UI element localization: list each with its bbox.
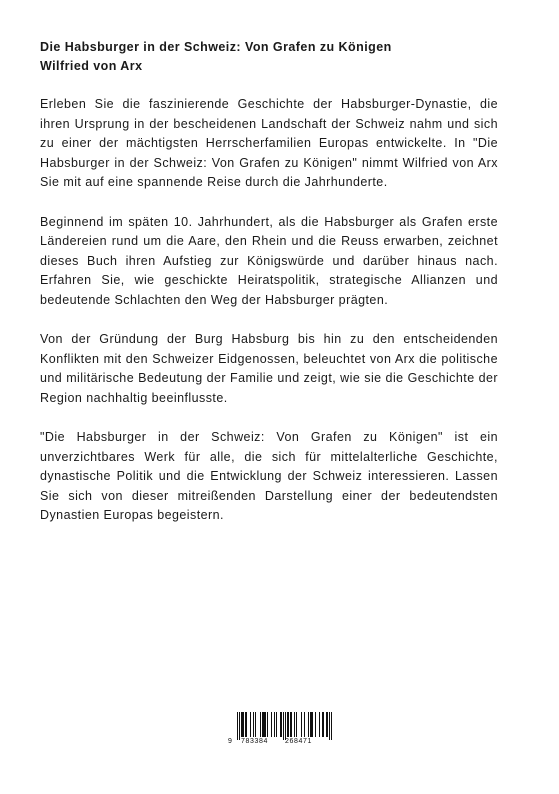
- barcode-bar: [267, 712, 268, 737]
- barcode-bar: [283, 712, 284, 740]
- barcode-bar: [242, 712, 243, 737]
- blurb-paragraph-2: Beginnend im späten 10. Jahrhundert, als die Habsburger als Grafen erste Ländereien rund um die Aare, den Rhein und die Reuss erwarben, zeichnet dieses Buch ihren Aufstieg zur Königswürde und darüber hinaus nach. Erfahren Sie, wie geschickte Heiratspolitik, strategische Allianzen und bedeutende Schlachten den Weg der Habsburger prägten.: [40, 214, 498, 307]
- barcode-bar: [264, 712, 265, 737]
- header-spacer: [40, 76, 498, 95]
- barcode-bar: [308, 712, 309, 737]
- barcode-bar: [237, 712, 238, 740]
- barcode-bar: [276, 712, 277, 737]
- barcode-bar: [260, 712, 261, 737]
- barcode-bar: [329, 712, 330, 740]
- barcode-bar: [323, 712, 324, 737]
- barcode-bar: [315, 712, 316, 737]
- barcode-bar: [327, 712, 328, 737]
- barcode-bar: [319, 712, 320, 737]
- barcode-bar: [304, 712, 305, 737]
- barcode-bar: [287, 712, 288, 737]
- barcode-bar: [331, 712, 332, 740]
- barcode-bar: [274, 712, 275, 737]
- barcode-bar: [245, 712, 246, 737]
- barcode-bar: [296, 712, 297, 737]
- book-author: Wilfried von Arx: [40, 59, 143, 73]
- barcode-bar: [290, 712, 291, 737]
- barcode-bar: [285, 712, 286, 740]
- barcode-bar: [280, 712, 281, 737]
- barcode-bars: [228, 712, 332, 740]
- barcode-bar: [271, 712, 272, 737]
- barcode-bar: [311, 712, 312, 737]
- barcode-bar: [265, 712, 266, 737]
- barcode-bar: [322, 712, 323, 737]
- barcode-bar: [253, 712, 254, 737]
- barcode-bar: [246, 712, 247, 737]
- back-cover-text: [40, 38, 498, 546]
- barcode-bar: [281, 712, 282, 737]
- barcode-bar: [243, 712, 244, 737]
- barcode-bar: [294, 712, 295, 737]
- barcode-bar: [291, 712, 292, 737]
- barcode-bar: [326, 712, 327, 737]
- barcode-bar: [288, 712, 289, 737]
- barcode-right-group: 268471: [285, 738, 312, 745]
- barcode-bar: [263, 712, 264, 737]
- barcode-first-digit: 9: [228, 738, 232, 745]
- barcode-bar: [310, 712, 311, 737]
- barcode-bar: [262, 712, 263, 737]
- barcode-left-group: 783384: [241, 738, 268, 745]
- blurb-paragraph-4: "Die Habsburger in der Schweiz: Von Grafen zu Königen" ist ein unverzichtbares Werk für alle, die sich für mittelalterliche Geschichte, dynastische Politik und die Entwicklung der Schweiz interessieren. Lassen Sie sich von dieser mitreißenden Darstellung einer der bedeutendsten Dynastien Europas begeistern.: [40, 430, 498, 523]
- barcode-bar: [250, 712, 251, 737]
- barcode-digits: [228, 738, 332, 748]
- isbn-barcode: [228, 712, 332, 746]
- barcode-bar: [301, 712, 302, 737]
- barcode-bar: [255, 712, 256, 737]
- blurb-paragraph-3: Von der Gründung der Burg Habsburg bis hin zu den entscheidenden Konflikten mit den Schweizer Eidgenossen, beleuchtet von Arx die politische und militärische Bedeutung der Familie und zeigt, wie sie die Geschichte der Region nachhaltig beeinflusste.: [40, 332, 498, 405]
- barcode-bar: [239, 712, 240, 740]
- barcode-bar: [312, 712, 313, 737]
- blurb-paragraph-1: Erleben Sie die faszinierende Geschichte der Habsburger-Dynastie, die ihren Ursprung in der bescheidenen Landschaft der Schweiz nahm und sich zu einer der mächtigsten Herrscherfamilien Europas entwickelte. In "Die Habsburger in der Schweiz: Von Grafen zu Königen" nimmt Wilfried von Arx Sie mit auf eine spannende Reise durch die Jahrhunderte.: [40, 97, 498, 190]
- barcode-bar: [241, 712, 242, 737]
- book-title: Die Habsburger in der Schweiz: Von Grafen zu Königen: [40, 40, 392, 54]
